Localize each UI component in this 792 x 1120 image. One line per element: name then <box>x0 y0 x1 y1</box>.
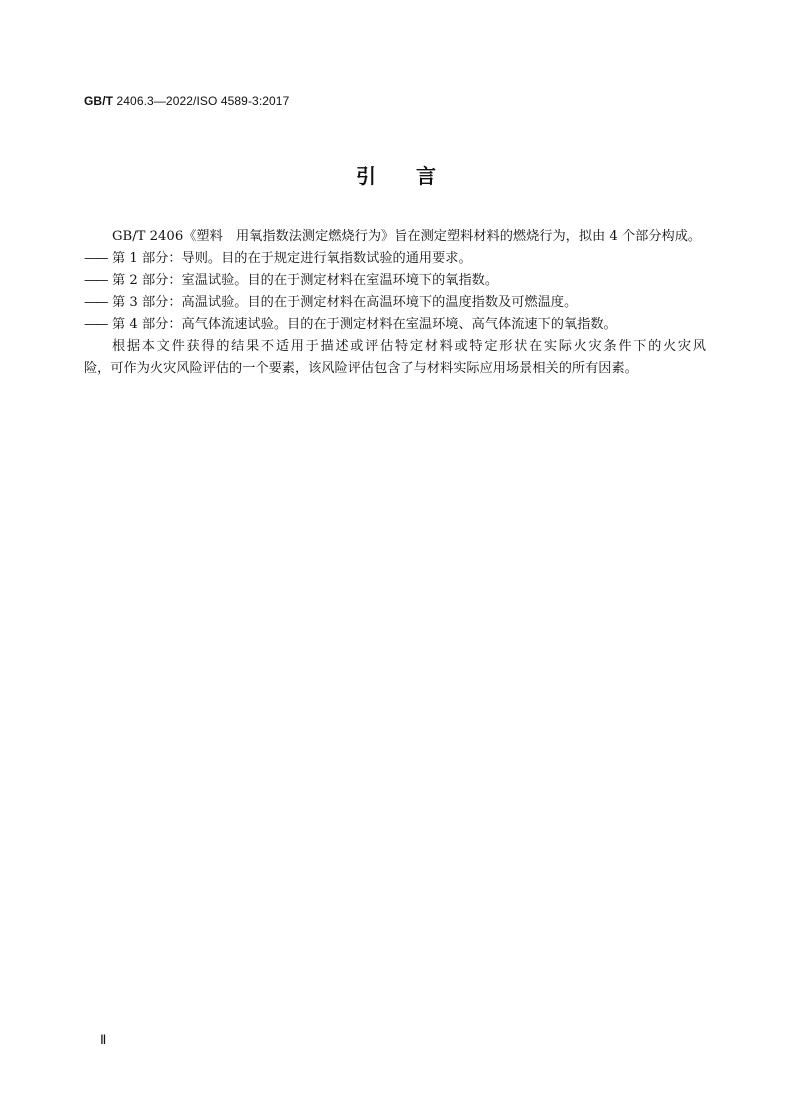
list-item-part-3 <box>84 292 706 314</box>
dash-mark: —— <box>84 251 107 266</box>
list-item-text: 第 4 部分：高气体流速试验。目的在于测定材料在室温环境、高气体流速下的氧指数。 <box>112 317 617 332</box>
standard-header <box>84 94 289 108</box>
list-item-part-1 <box>84 248 706 270</box>
standard-prefix: GB/T <box>84 94 114 108</box>
intro-paragraph: GB/T 2406《塑料 用氧指数法测定燃烧行为》旨在测定塑料材料的燃烧行为，拟由 4 个部分构成。 <box>112 229 702 244</box>
list-item-part-4 <box>84 314 706 336</box>
title-char-2: 言 <box>416 164 436 188</box>
standard-number: 2406.3—2022/ISO 4589-3:2017 <box>113 94 290 108</box>
list-item-text: 第 2 部分：室温试验。目的在于测定材料在室温环境下的氧指数。 <box>112 273 499 288</box>
conclusion-line-1: 根据本文件获得的结果不适用于描述或评估特定材料或特定形状在实际火灾条件下的火灾风 <box>112 339 706 354</box>
list-item-part-2 <box>84 270 706 292</box>
title-char-1: 引 <box>356 164 376 188</box>
dash-mark: —— <box>84 317 107 332</box>
conclusion-line-2: 险，可作为火灾风险评估的一个要素，该风险评估包含了与材料实际应用场景相关的所有因素。 <box>84 361 638 376</box>
document-body <box>84 226 706 380</box>
dash-mark: —— <box>84 295 107 310</box>
page-number: Ⅱ <box>100 1032 107 1047</box>
page-title <box>0 160 792 189</box>
list-item-text: 第 3 部分：高温试验。目的在于测定材料在高温环境下的温度指数及可燃温度。 <box>112 295 578 310</box>
dash-mark: —— <box>84 273 107 288</box>
list-item-text: 第 1 部分：导则。目的在于规定进行氧指数试验的通用要求。 <box>112 251 472 266</box>
